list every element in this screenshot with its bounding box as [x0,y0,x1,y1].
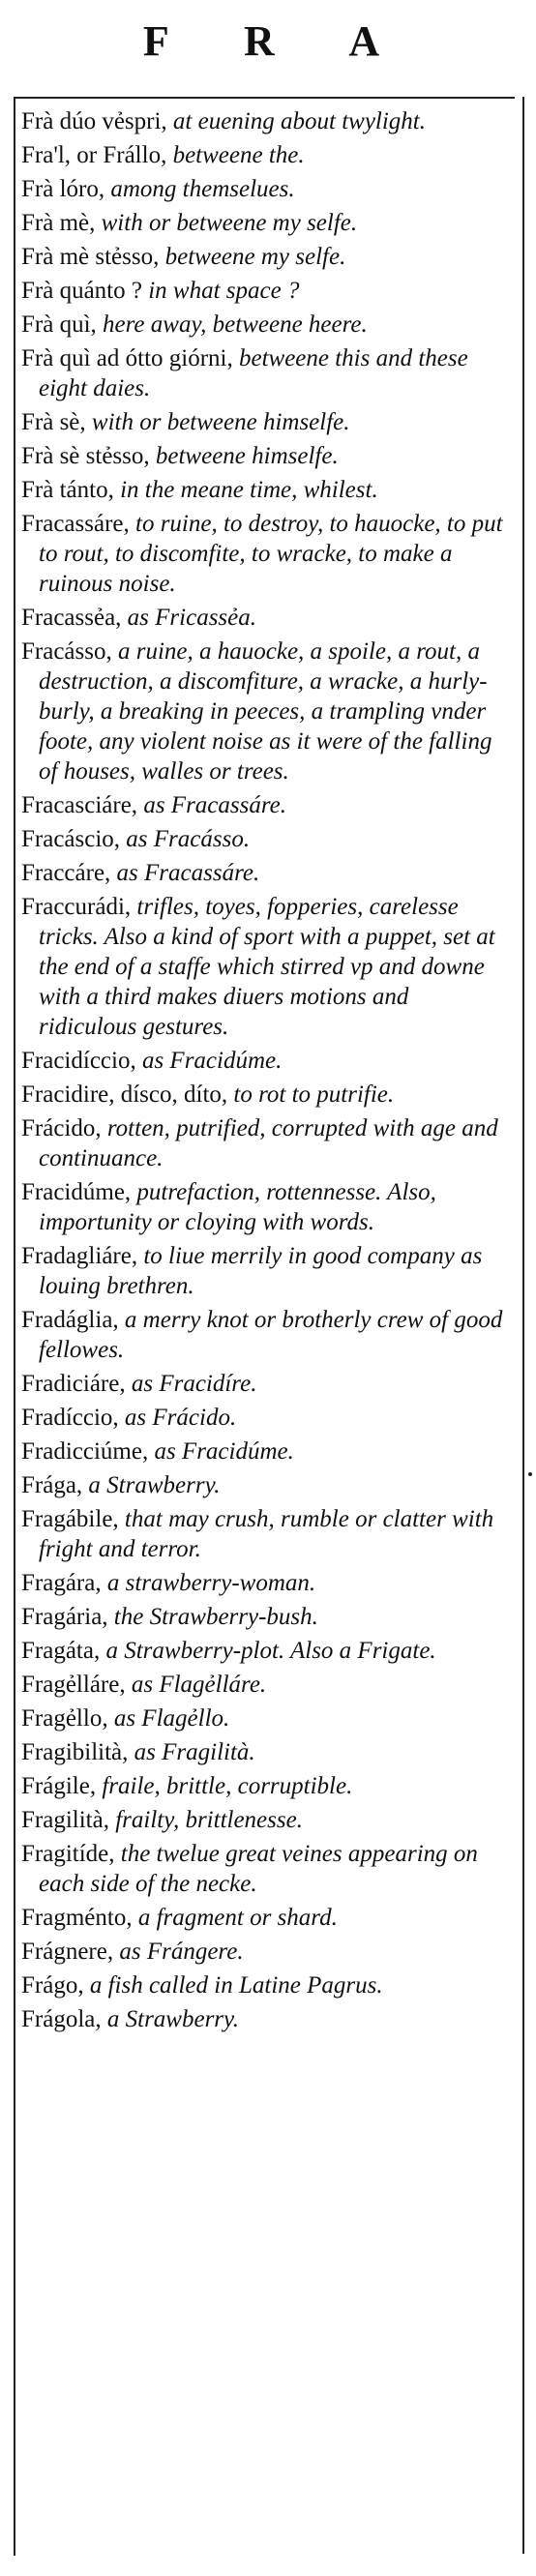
headword: Fradiciáre, [21,1371,126,1397]
headword: Fradáglia, [21,1307,119,1333]
definition: as Fracásso. [126,826,251,852]
definition: with or betweene himselfe. [91,409,350,435]
definition: a fish called in Latine Pagrus. [89,1972,383,1999]
entry [21,824,513,854]
definition: as Fricassẻa. [127,605,256,631]
entry [21,1080,513,1110]
headword: Frà sè, [21,409,86,435]
definition: a Strawberry. [106,2006,239,2032]
headword: Frà tánto, [21,477,114,503]
headword: Frágnere, [21,1939,114,1965]
headword: Fra'l, or Frállo, [21,142,167,168]
entry [21,1568,513,1598]
entry [21,2004,513,2034]
definition: the twelue great veines appearing on each side of the necke. [39,1841,478,1897]
definition: as Fracassáre. [116,860,260,886]
definition: a ruine, a hauocke, a spoile, a rout, a destruction, a discomfiture, a wracke, a hurly-burly, a breaking in peeces, a trampling vnder foote, any violent noise as it were of the falling of houses, walles or trees. [39,638,492,785]
entry [21,1636,513,1666]
entry [21,208,513,238]
entry [21,310,513,340]
entry [21,1113,513,1173]
entry [21,858,513,888]
definition: a Strawberry. [88,1472,221,1498]
headword: Frágo, [21,1972,84,1999]
definition: to rot to putrifie. [233,1081,395,1108]
entry [21,1403,513,1433]
headword: Fradíccio, [21,1405,119,1431]
headword: Frà mè, [21,210,96,236]
entry [21,1703,513,1733]
headword: Frà quì ad ótto giórni, [21,345,233,371]
entry [21,1305,513,1365]
headword: Fragménto, [21,1905,133,1931]
headword: Fraccurádi, [21,894,132,920]
headword: Fracassẻa, [21,605,122,631]
definition: at euening about twylight. [172,108,427,134]
definition: the Strawberry-bush. [113,1604,318,1630]
headword: Frácido, [21,1115,102,1141]
definition: as Frácido. [124,1405,237,1431]
definition: as Fracidúme. [154,1438,294,1465]
definition: here away, betweene heere. [103,311,368,338]
headword: Fracáscio, [21,826,121,852]
definition: among themselues. [110,176,295,202]
entry [21,106,513,136]
headword: Fragáta, [21,1638,101,1664]
headword: Fragitíde, [21,1841,115,1867]
entry [21,407,513,437]
definition: betweene my selfe. [164,244,346,270]
definition: a merry knot or brotherly crew of good fellowes. [39,1307,503,1363]
entry [21,174,513,204]
margin-mark [528,1472,532,1476]
definition: in the meane time, whilest. [120,477,378,503]
entry [21,1241,513,1301]
headword: Fracidúme, [21,1179,132,1205]
definition: fraile, brittle, corruptible. [102,1773,353,1799]
definition: betweene this and these eight daies. [39,345,468,401]
headword: Frà sè stẻsso, [21,443,150,469]
entry [21,1937,513,1967]
definition: frailty, brittlenesse. [115,1807,303,1833]
entry [21,441,513,471]
entry [21,892,513,1042]
definition: as Fracidúme. [141,1048,283,1074]
definition: in what space ? [148,278,300,304]
headword: Fradagliáre, [21,1243,138,1269]
headword: Fragibilità, [21,1739,129,1765]
definition: a fragment or shard. [137,1905,338,1931]
headword: Fracidire, dísco, díto, [21,1081,228,1108]
entry [21,140,513,170]
definition: betweene the. [172,142,305,168]
definition: as Fragilità. [134,1739,255,1765]
definition: putrefaction, rottennesse. Also, importunity or cloying with words. [39,1179,436,1235]
entry [21,509,513,599]
entry [21,1771,513,1801]
right-rule [522,97,524,2554]
entry [21,1369,513,1399]
headword: Fraccáre, [21,860,111,886]
definition: as Flagẻlláre. [131,1672,267,1698]
entry [21,242,513,272]
entry [21,1046,513,1076]
page-header: F R A [142,17,413,65]
headword: Fragẻlláre, [21,1672,126,1698]
entry [21,1670,513,1700]
headword: Fracidíccio, [21,1048,136,1074]
headword: Frága, [21,1472,83,1498]
definition: a strawberry-woman. [106,1570,316,1596]
headword: Frà mè stẻsso, [21,244,160,270]
definition: rotten, putrified, corrupted with age and continuance. [39,1115,498,1171]
definition: trifles, toyes, fopperies, carelesse tricks. Also a kind of sport with a puppet, set at the end of a staffe which stirred vp and downe with a third makes diuers motions and ridiculous gestures. [39,894,495,1040]
entry [21,790,513,820]
definition: that may crush, rumble or clatter with fright and terror. [39,1506,494,1562]
entry [21,1177,513,1237]
headword: Fragára, [21,1570,102,1596]
entry-list [21,106,513,2038]
headword: Fragábile, [21,1506,119,1532]
headword: Fradicciúme, [21,1438,149,1465]
definition: to ruine, to destroy, to hauocke, to put to rout, to discomfite, to wracke, to make a ruinous noise. [39,511,503,597]
entry [21,1737,513,1767]
definition: as Fracassáre. [143,792,286,818]
headword: Frà lóro, [21,176,105,202]
definition: betweene himselfe. [155,443,339,469]
entry [21,603,513,633]
entry [21,637,513,786]
definition: with or betweene my selfe. [101,210,358,236]
headword: Frágola, [21,2006,102,2032]
headword: Frà quánto ? [21,278,142,304]
definition: to liue merrily in good company as louing brethren. [39,1243,483,1299]
entry [21,1970,513,2000]
headword: Fragilità, [21,1807,109,1833]
entry [21,1602,513,1632]
headword: Fragária, [21,1604,108,1630]
definition: as Frángere. [119,1939,244,1965]
entry [21,1436,513,1466]
definition: as Flagẻllo. [113,1705,230,1732]
headword: Fracasciáre, [21,792,138,818]
headword: Fragẻllo, [21,1705,108,1732]
entry [21,276,513,306]
entry [21,1903,513,1933]
entry [21,343,513,403]
entry [21,1839,513,1899]
definition: as Fracidíre. [131,1371,257,1397]
entry [21,1470,513,1500]
headword: Fracásso, [21,638,112,665]
headword: Frà dúo vẻspri, [21,108,167,134]
headword: Frà quì, [21,311,97,338]
entry [21,1504,513,1564]
headword: Frágile, [21,1773,97,1799]
headword: Fracassáre, [21,511,130,537]
definition: a Strawberry-plot. Also a Frigate. [105,1638,436,1664]
entry [21,475,513,505]
entry [21,1805,513,1835]
